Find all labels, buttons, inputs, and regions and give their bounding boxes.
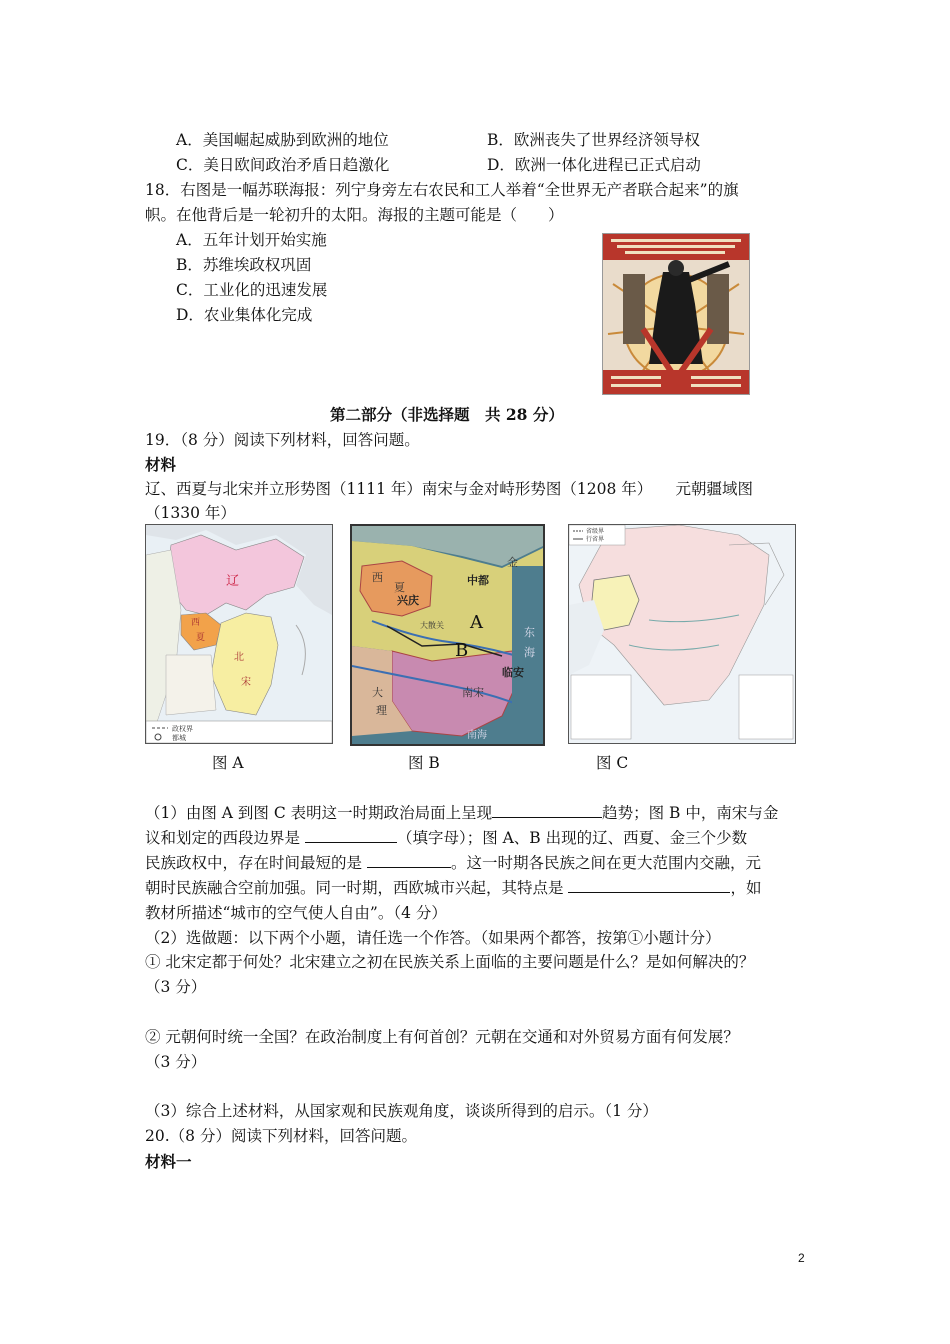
section2-title: 第二部分（非选择题 共 28 分） bbox=[330, 405, 564, 424]
soviet-poster-image bbox=[602, 233, 750, 395]
map-b-label-nansong: 南宋 bbox=[462, 686, 484, 699]
map-b-label: 图 B bbox=[408, 754, 440, 772]
q17-option-c: C．美日欧间政治矛盾日趋激化 bbox=[176, 156, 390, 174]
q19-p1-line5: 教材所描述“城市的空气使人自由”。（4 分） bbox=[145, 904, 447, 922]
q18-option-b: B．苏维埃政权巩固 bbox=[176, 256, 312, 274]
q19-p2-1-line1: ① 北宋定都于何处？北宋建立之初在民族关系上面临的主要问题是什么？是如何解决的？ bbox=[145, 953, 755, 971]
map-a bbox=[145, 524, 333, 744]
q19-p1-line2 bbox=[145, 826, 747, 848]
q18-option-d: D．农业集体化完成 bbox=[176, 306, 313, 324]
q19-p1-line1 bbox=[145, 801, 778, 823]
q19-p1-line3 bbox=[145, 851, 761, 873]
q19-header: 19．（8 分）阅读下列材料，回答问题。 bbox=[145, 431, 420, 449]
map-a-label-liao: 辽 bbox=[226, 574, 240, 589]
map-a-legend-border: 政权界 bbox=[172, 725, 193, 733]
map-b-label-hai: 海 bbox=[524, 646, 535, 659]
map-b-label-xia: 夏 bbox=[394, 581, 405, 594]
q19-p1-line1-a: （1）由图 A 到图 C 表明这一时期政治局面上呈现 bbox=[145, 804, 493, 822]
map-b-label-xi: 西 bbox=[372, 571, 383, 584]
q20-header: 20.（8 分）阅读下列材料，回答问题。 bbox=[145, 1127, 417, 1145]
map-b-label-da: 大 bbox=[372, 686, 383, 699]
q19-p1-line2-a: 议和划定的西段边界是 bbox=[145, 829, 305, 847]
map-b bbox=[350, 524, 545, 746]
map-a-legend-capital: 都城 bbox=[172, 734, 186, 742]
q19-p1-line3-a: 民族政权中，存在时间最短的是 bbox=[145, 854, 367, 872]
map-c-legend-1: 省级界 bbox=[586, 528, 605, 535]
q19-p1-line4 bbox=[145, 876, 761, 898]
q17-option-b: B．欧洲丧失了世界经济领导权 bbox=[487, 131, 700, 149]
answer-blank-trend[interactable] bbox=[492, 803, 602, 818]
map-a-label-bei: 北 bbox=[234, 652, 244, 663]
map-a-label-xia: 夏 bbox=[196, 633, 206, 643]
q18-option-c: C．工业化的迅速发展 bbox=[176, 281, 328, 299]
map-a-label: 图 A bbox=[212, 754, 244, 772]
q19-p1-line4-a: 朝时民族融合空前加强。同一时期，西欧城市兴起，其特点是 bbox=[145, 879, 569, 897]
map-b-label-dasanguan: 大散关 bbox=[420, 621, 444, 630]
page-number: 2 bbox=[798, 1251, 805, 1265]
q19-p2: （2）选做题：以下两个小题，请任选一个作答。（如果两个都答，按第①小题计分） bbox=[145, 929, 721, 947]
map-b-label-xingqing: 兴庆 bbox=[397, 594, 419, 607]
q19-p1-line1-b: 趋势；图 B 中，南宋与金 bbox=[602, 804, 779, 822]
q18-option-a: A．五年计划开始实施 bbox=[176, 231, 327, 249]
q19-p3: （3）综合上述材料，从国家观和民族观角度，谈谈所得到的启示。（1 分） bbox=[145, 1102, 658, 1120]
q17-option-a: A．美国崛起威胁到欧洲的地位 bbox=[176, 131, 389, 149]
answer-blank-boundary[interactable] bbox=[305, 828, 397, 843]
q19-p1-line3-b: 。这一时期各民族之间在更大范围内交融，元 bbox=[450, 854, 761, 872]
map-b-label-dong: 东 bbox=[524, 626, 535, 639]
answer-blank-features[interactable] bbox=[568, 878, 730, 893]
q19-maps-caption-line1: 辽、西夏与北宋并立形势图（1111 年）南宋与金对峙形势图（1208 年） 元朝疆域图 bbox=[145, 480, 753, 498]
map-a-label-song: 宋 bbox=[241, 677, 251, 688]
q20-material-label: 材料一 bbox=[145, 1152, 192, 1171]
map-b-label-jin: 金 bbox=[507, 556, 518, 569]
answer-blank-shortest[interactable] bbox=[367, 853, 451, 868]
q19-p2-2-line2: （3 分） bbox=[145, 1053, 207, 1071]
q17-option-d: D．欧洲一体化进程已正式启动 bbox=[487, 156, 701, 174]
q18-stem-line2: 帜。在他背后是一轮初升的太阳。海报的主题可能是（ ） bbox=[145, 206, 564, 224]
map-c bbox=[568, 524, 796, 744]
map-b-label-linan: 临安 bbox=[502, 666, 524, 679]
map-a-label-xi: 西 bbox=[191, 618, 201, 628]
map-b-label-nanhai: 南海 bbox=[467, 730, 487, 741]
map-b-mark-a: A bbox=[470, 612, 483, 633]
q19-material-label: 材料 bbox=[145, 455, 177, 474]
q18-stem-line1: 18．右图是一幅苏联海报：列宁身旁左右农民和工人举着“全世界无产者联合起来”的旗 bbox=[145, 181, 739, 199]
map-b-label-li: 理 bbox=[376, 704, 387, 717]
q19-p1-line2-b: （填字母）；图 A、B 出现的辽、西夏、金三个少数 bbox=[396, 829, 748, 847]
q19-maps-caption-line2: （1330 年） bbox=[145, 504, 236, 522]
map-b-mark-b: B bbox=[455, 640, 469, 661]
q19-p2-1-line2: （3 分） bbox=[145, 978, 207, 996]
q19-p1-line4-b: ，如 bbox=[730, 879, 762, 897]
q19-p2-2-line1: ② 元朝何时统一全国？在政治制度上有何首创？元朝在交通和对外贸易方面有何发展？ bbox=[145, 1028, 739, 1046]
map-c-legend-2: 行省界 bbox=[586, 536, 605, 543]
map-c-label: 图 C bbox=[596, 754, 629, 772]
map-b-label-zhongdu: 中都 bbox=[467, 574, 489, 587]
